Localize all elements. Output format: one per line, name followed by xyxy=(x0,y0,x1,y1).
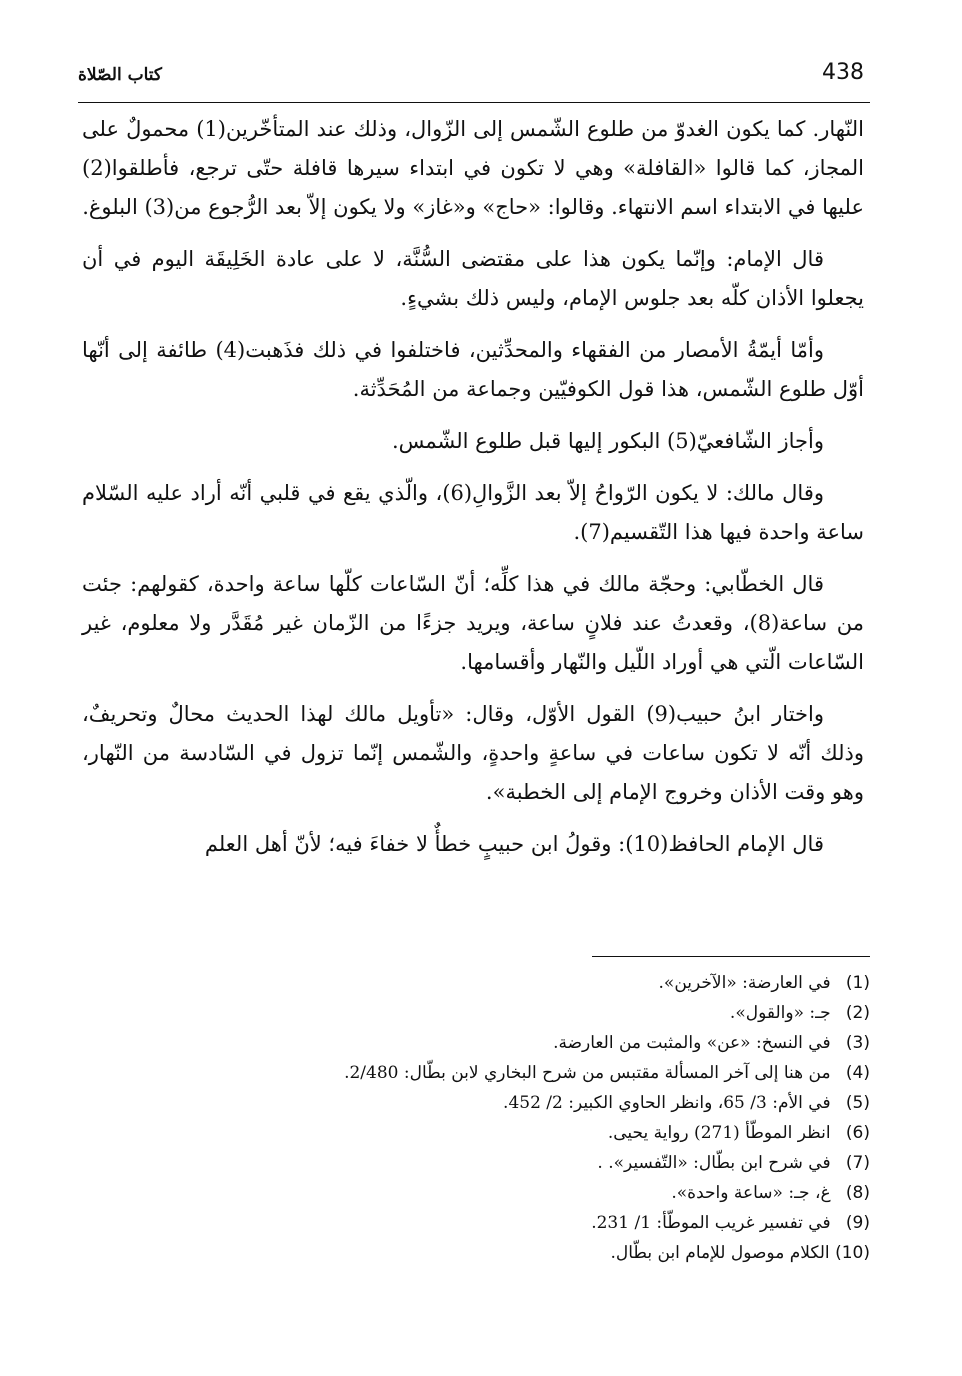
paragraph: قال الإمام الحافظ(10): وقولُ ابن حبيبٍ خطأٌ لا خفاءَ فيه؛ لأنّ أهل العلم xyxy=(204,832,824,856)
footnote-number: (10) xyxy=(835,1243,870,1263)
footnote-text: في تفسير غريب الموطّأ: 1/ 231. xyxy=(591,1213,831,1233)
paragraph: قال الإمام: وإنّما يكون هذا على مقتضى السُّنَّة، لا على عادة الخَلِيقَة اليوم في أن يجعلوا الأذان كلّه بعد جلوس الإمام، وليس ذلك بشيءٍ. xyxy=(82,247,864,310)
footnote xyxy=(170,1238,870,1268)
footnote-text: الكلام موصول للإمام ابن بطّال. xyxy=(610,1243,830,1263)
paragraph: واختار ابنُ حبيب(9) القول الأوّل، وقال: «تأويل مالك لهذا الحديث محالٌ وتحريفٌ، وذلك أنّه لا تكون ساعات في ساعةٍ واحدةٍ، والشّمس إنّما تزول في السّادسة من النّهار، وهو وقت الأذان وخروج الإمام إلى الخطبة». xyxy=(82,702,864,804)
footnote-number: (6) xyxy=(845,1123,870,1143)
paragraph: وقال مالك: لا يكون الرّواحُ إلاّ بعد الزَّوالِ(6)، والّذي يقع في قلبي أنّه أراد عليه السّلام ساعة واحدة فيها هذا التّقسيم(7). xyxy=(82,481,864,544)
footnote-separator xyxy=(592,956,870,957)
main-text xyxy=(82,110,864,877)
paragraph: وأجاز الشّافعيّ(5) البكور إليها قبل طلوع الشّمس. xyxy=(391,429,824,453)
footnote-text: من هنا إلى آخر المسألة مقتبس من شرح البخاري لابن بطّال: 2/480. xyxy=(344,1063,831,1083)
running-title: كتاب الصّلاة xyxy=(78,65,163,85)
footnote-text: جـ: «والقول». xyxy=(729,1003,831,1023)
page-header xyxy=(78,58,870,98)
footnote xyxy=(170,1118,870,1148)
footnote xyxy=(170,968,870,998)
paragraph: النّهار. كما يكون الغدوّ من طلوع الشّمس إلى الزّوال، وذلك عند المتأخّرين(1) محمولٌ على المجاز، كما قالوا «القافلة» وهي لا تكون في ابتداء سيرها قافلة حتّى ترجع، فأطلقوا(2) عليها في الابتداء اسم الانتهاء. وقالوا: «حاج» و«غاز» ولا يكون إلاّ بعد الرُّجوع من(3) البلوغ. xyxy=(82,117,864,219)
footnote-text: في شرح ابن بطّال: «التّفسير». . xyxy=(597,1153,831,1173)
footnote xyxy=(170,1148,870,1178)
paragraph: وأمّا أيمّةُ الأمصار من الفقهاء والمحدِّثين، فاختلفوا في ذلك فذَهبت(4) طائفة إلى أنّها أوّل طلوع الشّمس، هذا قول الكوفيّين وجماعة من المُحَدِّثة. xyxy=(82,338,864,401)
footnote-number: (8) xyxy=(845,1183,870,1203)
footnote xyxy=(170,998,870,1028)
footnote xyxy=(170,1028,870,1058)
footnote-text: انظر الموطّأ (271) رواية يحيى. xyxy=(607,1123,831,1143)
footnote-number: (7) xyxy=(845,1153,870,1173)
footnote-number: (9) xyxy=(845,1213,870,1233)
footnote-text: في الأم: 3/ 65، وانظر الحاوي الكبير: 2/ 452. xyxy=(503,1093,831,1113)
footnote-number: (4) xyxy=(845,1063,870,1083)
footnote-number: (3) xyxy=(845,1033,870,1053)
footnote xyxy=(170,1178,870,1208)
footnote-number: (1) xyxy=(845,973,870,993)
footnote xyxy=(170,1088,870,1118)
footnote-text: في العارضة: «الآخرين». xyxy=(658,973,831,993)
footnote-number: (5) xyxy=(845,1093,870,1113)
footnote xyxy=(170,1208,870,1238)
footnote-text: غ، جـ: «ساعة واحدة». xyxy=(671,1183,831,1203)
footnote xyxy=(170,1058,870,1088)
footnote-number: (2) xyxy=(845,1003,870,1023)
footnote-text: في النسخ: «عن» والمثبت من العارضة. xyxy=(553,1033,831,1053)
paragraph: قال الخطّابي: وحجّة مالك في هذا كلِّه؛ أنّ السّاعات كلّها ساعة واحدة، كقولهم: جئت من ساعة(8)، وقعدتُ عند فلانٍ ساعة، ويريد جزءًا من الزّمان غير مُقَدَّر ولا معلوم، غير السّاعات الّتي هي أوراد اللّيل والنّهار وأقسامها. xyxy=(82,572,864,674)
page-number: 438 xyxy=(822,60,864,85)
footnotes-list xyxy=(170,968,870,1268)
header-rule xyxy=(78,102,870,103)
